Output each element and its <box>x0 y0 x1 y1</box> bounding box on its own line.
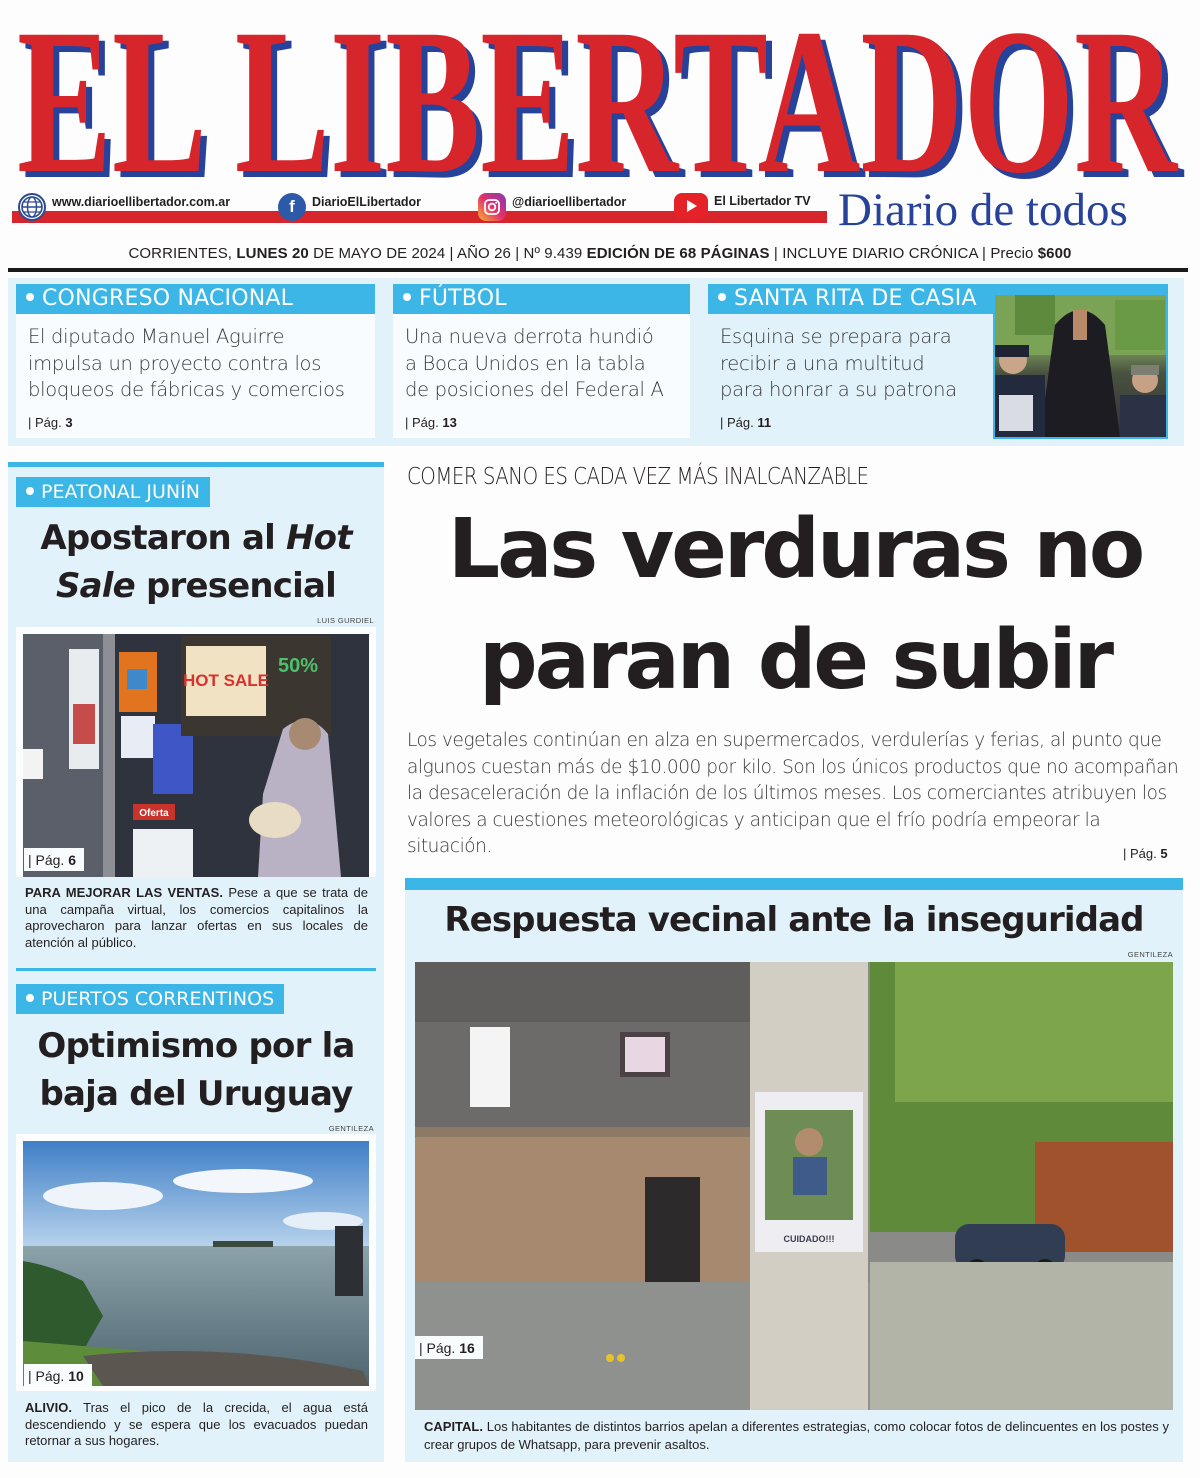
page-prefix: | Pág. <box>720 415 754 430</box>
masthead-logo-text: EL LIBERTADOR <box>17 0 1179 185</box>
instagram-label: @diarioellibertador <box>512 195 630 211</box>
youtube-label: El Libertador TV <box>714 194 815 210</box>
story-kicker-text: PEATONAL JUNÍN <box>41 481 200 503</box>
page-number: 13 <box>442 415 457 430</box>
bullet-icon <box>26 994 34 1002</box>
teaser-kicker-text: CONGRESO NACIONAL <box>42 286 294 311</box>
teaser-kicker <box>393 284 690 314</box>
photo-credit: LUIS GURDIEL <box>317 616 374 625</box>
page-number: 11 <box>757 415 772 430</box>
section-rule <box>16 968 376 971</box>
page-reference <box>24 848 84 871</box>
masthead-tagline: Diario de todos <box>838 184 1128 236</box>
caption-text: Tras el pico de la crecida, el agua está descendiendo y se espera que los evacuados puedan retornar a sus hogares. <box>25 1400 368 1448</box>
teaser-body <box>16 314 375 404</box>
bullet-icon <box>26 293 34 301</box>
santa-rita-photo <box>993 293 1168 439</box>
dateline-price: $600 <box>1037 245 1072 262</box>
street-photo <box>415 962 1173 1410</box>
headline-line: Las verduras no <box>447 502 1143 597</box>
teaser-line: de posiciones del Federal A <box>405 378 664 401</box>
main-story-body: Los vegetales continúan en alza en supermercados, verdulerías y ferias, al punto que algunos cuestan más de $10.000 por kilo. Son los únicos productos que no acompañan la desaceleración de la inflación de los últimos meses. Los comerciantes atribuyen los valores a cuestiones meteorológicas y anticipan que el frío podría empeorar la situación. <box>407 730 1179 857</box>
page-prefix: | Pág. <box>1123 846 1157 861</box>
main-story-kicker: COMER SANO ES CADA VEZ MÁS INALCANZABLE <box>407 464 869 490</box>
main-headline[interactable] <box>405 494 1185 716</box>
story-title-hot-sale[interactable] <box>8 514 384 610</box>
dateline-day: LUNES 20 <box>236 245 309 262</box>
photo-frame <box>16 627 376 877</box>
dateline-separator: | <box>515 245 520 262</box>
page-reference <box>415 1336 483 1359</box>
photo-caption <box>25 885 368 951</box>
teaser-kicker-text: FÚTBOL <box>419 286 507 311</box>
teaser-body <box>393 314 690 404</box>
teaser-line: bloqueos de fábricas y comercios <box>28 378 345 401</box>
dateline-edition: EDICIÓN DE 68 PÁGINAS <box>586 245 770 262</box>
dateline-issue: Nº 9.439 <box>523 245 583 262</box>
title-italic-part: Hot <box>285 518 352 558</box>
photo-caption <box>424 1418 1169 1454</box>
caption-lead: CAPITAL. <box>424 1419 483 1434</box>
page-number: 5 <box>1160 846 1168 861</box>
caption-text: Pese a que se trata de una campaña virtual, los comercios capitalinos la aprovecharon para lanzar ofertas en sus locales de atención al público. <box>25 885 368 950</box>
youtube-icon <box>674 193 708 219</box>
title-part: baja del Uruguay <box>39 1074 353 1114</box>
photo-caption <box>25 1400 368 1450</box>
story-inseguridad <box>405 878 1183 1462</box>
page-number: 16 <box>459 1340 475 1356</box>
website-label: www.diarioellibertador.com.ar <box>52 195 234 211</box>
globe-icon <box>18 193 46 221</box>
instagram-link[interactable] <box>478 193 630 221</box>
page-prefix: | Pág. <box>28 852 65 868</box>
title-italic-part: Sale <box>55 566 135 606</box>
teaser-congreso[interactable] <box>16 284 375 438</box>
left-column <box>8 462 384 1462</box>
youtube-link[interactable] <box>674 193 815 219</box>
page-reference <box>24 1364 92 1387</box>
title-part: Apostaron al <box>40 518 286 558</box>
website-link[interactable] <box>18 193 234 221</box>
page-reference <box>405 415 457 430</box>
dateline <box>0 245 1200 262</box>
story-kicker-puertos <box>16 984 284 1014</box>
page-prefix: | Pág. <box>28 415 62 430</box>
river-photo <box>23 1141 369 1386</box>
social-bar <box>12 193 827 229</box>
page-reference <box>720 415 771 430</box>
instagram-icon <box>478 193 506 221</box>
teaser-line: a Boca Unidos en la tabla <box>405 351 646 375</box>
facebook-icon: f <box>278 193 306 221</box>
dateline-includes: INCLUYE DIARIO CRÓNICA <box>782 245 978 262</box>
teaser-line: recibir a una multitud <box>720 351 925 375</box>
page-reference <box>1123 846 1168 861</box>
teaser-line: Esquina se prepara para <box>720 325 952 348</box>
sign-discount: 50% <box>277 655 319 677</box>
teaser-line: El diputado Manuel Aguirre <box>28 325 285 348</box>
facebook-link[interactable] <box>278 193 425 221</box>
sign-hot-sale: HOT SALE <box>183 671 269 690</box>
caption-text: Los habitantes de distintos barrios apelan a diferentes estrategias, como colocar fotos de delincuentes en los postes y crear grupos de Whatsapp, para prevenir asaltos. <box>424 1419 1169 1452</box>
bullet-icon <box>718 293 726 301</box>
teaser-strip <box>8 278 1184 446</box>
title-part: Optimismo por la <box>37 1026 355 1066</box>
dateline-separator: | <box>773 245 778 262</box>
photo-credit: GENTILEZA <box>1127 950 1173 959</box>
caption-lead: ALIVIO. <box>25 1400 72 1415</box>
sign-oferta: Oferta <box>139 808 169 819</box>
page-number: 6 <box>68 852 77 868</box>
story-kicker-peatonal <box>16 477 210 507</box>
section-rule <box>8 462 384 467</box>
bullet-icon <box>26 487 34 495</box>
section-rule <box>405 878 1183 890</box>
story-title-inseguridad[interactable]: Respuesta vecinal ante la inseguridad <box>444 900 1144 940</box>
headline-line: paran de subir <box>478 613 1112 708</box>
title-part: presencial <box>134 566 337 606</box>
header-rule <box>8 268 1188 272</box>
page-prefix: | Pág. <box>28 1368 65 1384</box>
page-prefix: | Pág. <box>405 415 439 430</box>
caption-lead: PARA MEJORAR LAS VENTAS. <box>25 885 223 900</box>
teaser-kicker-text: SANTA RITA DE CASIA <box>734 286 977 311</box>
teaser-line: para honrar a su patrona <box>720 378 957 401</box>
photo-frame <box>16 1134 376 1391</box>
facebook-label: DiarioElLibertador <box>312 195 425 211</box>
dateline-separator: | <box>449 245 454 262</box>
masthead-logo <box>0 0 1200 185</box>
teaser-kicker <box>16 284 375 314</box>
dateline-separator: | <box>982 245 987 262</box>
dateline-city: CORRIENTES, <box>128 245 233 262</box>
teaser-line: impulsa un proyecto contra los <box>28 351 322 375</box>
page-prefix: | Pág. <box>419 1340 456 1356</box>
story-kicker-text: PUERTOS CORRENTINOS <box>41 988 275 1010</box>
hot-sale-photo <box>23 634 369 877</box>
photo-credit: GENTILEZA <box>328 1124 374 1133</box>
page-number: 3 <box>65 415 73 430</box>
poster-warning-text: CUIDADO!!! <box>783 1234 835 1244</box>
page-number: 10 <box>68 1368 84 1384</box>
dateline-year-number: AÑO 26 <box>457 245 511 262</box>
page-reference <box>28 415 73 430</box>
dateline-price-label: Precio <box>990 245 1034 262</box>
bullet-icon <box>403 293 411 301</box>
teaser-futbol[interactable] <box>393 284 690 438</box>
teaser-line: Una nueva derrota hundió <box>405 325 654 348</box>
dateline-month-year: DE MAYO DE 2024 <box>313 245 446 262</box>
story-title-uruguay[interactable] <box>8 1022 384 1118</box>
masthead-logo-shadow: EL LIBERTADOR <box>23 0 1185 185</box>
